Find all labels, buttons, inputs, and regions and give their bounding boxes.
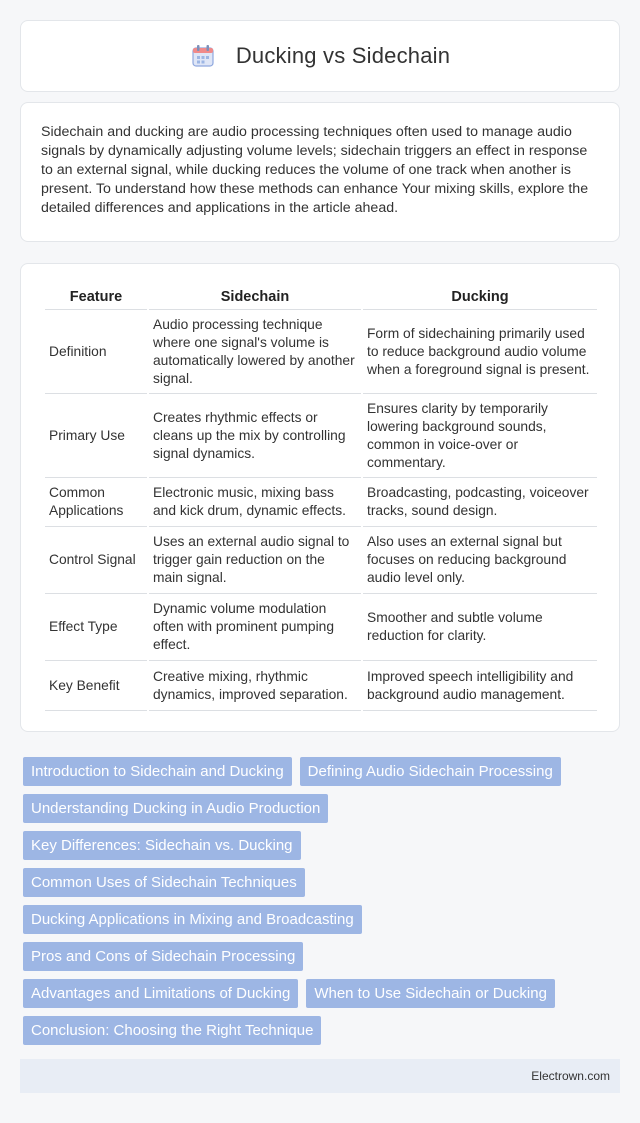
feature-cell: Effect Type — [45, 594, 147, 661]
ducking-cell: Improved speech intelligibility and background audio management. — [363, 661, 597, 711]
calendar-icon — [190, 43, 216, 69]
tag-row — [23, 1016, 623, 1053]
table-row — [45, 661, 597, 711]
sidechain-cell: Dynamic volume modulation often with prominent pumping effect. — [149, 594, 361, 661]
table-row — [45, 394, 597, 478]
sidechain-cell: Creative mixing, rhythmic dynamics, improved separation. — [149, 661, 361, 711]
sidechain-cell: Audio processing technique where one signal's volume is automatically lowered by another signal. — [149, 310, 361, 394]
table-row — [45, 594, 597, 661]
feature-cell: Primary Use — [45, 394, 147, 478]
intro-paragraph: Sidechain and ducking are audio processing techniques often used to manage audio signals by dynamically adjusting volume levels; sidechain triggers an effect in response to an external signal, while ducking reduces the volume of one track when another is present. To understand how these methods can enhance Your mixing skills, explore the detailed differences and applications in the article ahead. — [41, 124, 589, 216]
table-row — [45, 478, 597, 527]
tag-row — [23, 942, 623, 979]
tag-link[interactable]: Common Uses of Sidechain Techniques — [23, 868, 305, 897]
tag-link[interactable]: Conclusion: Choosing the Right Technique — [23, 1016, 321, 1045]
footer-site-name: Electrown.com — [531, 1069, 610, 1083]
feature-cell: Common Applications — [45, 478, 147, 527]
page-title: Ducking vs Sidechain — [235, 43, 451, 68]
tag-link[interactable]: When to Use Sidechain or Ducking — [306, 979, 555, 1008]
tag-row — [23, 757, 623, 794]
sidechain-cell: Creates rhythmic effects or cleans up the mix by controlling signal dynamics. — [149, 394, 361, 478]
ducking-cell: Form of sidechaining primarily used to reduce background audio volume when a foreground signal is present. — [363, 310, 597, 394]
feature-cell: Key Benefit — [45, 661, 147, 711]
comparison-table — [43, 284, 599, 711]
tag-link[interactable]: Key Differences: Sidechain vs. Ducking — [23, 831, 301, 860]
comparison-table-card — [20, 263, 620, 732]
tag-row — [23, 905, 623, 942]
tag-link[interactable]: Pros and Cons of Sidechain Processing — [23, 942, 303, 971]
tag-row — [23, 868, 623, 905]
ducking-cell: Ensures clarity by temporarily lowering background sounds, common in voice-over or commentary. — [363, 394, 597, 478]
tag-link[interactable]: Understanding Ducking in Audio Production — [23, 794, 328, 823]
tag-link[interactable]: Advantages and Limitations of Ducking — [23, 979, 298, 1008]
tag-link[interactable]: Defining Audio Sidechain Processing — [300, 757, 561, 786]
tag-link[interactable]: Ducking Applications in Mixing and Broadcasting — [23, 905, 362, 934]
table-row — [45, 527, 597, 594]
intro-card — [20, 102, 620, 242]
feature-cell: Control Signal — [45, 527, 147, 594]
tag-row — [23, 979, 623, 1016]
sidechain-cell: Uses an external audio signal to trigger gain reduction on the main signal. — [149, 527, 361, 594]
tag-row — [23, 794, 623, 831]
sidechain-cell: Electronic music, mixing bass and kick drum, dynamic effects. — [149, 478, 361, 527]
feature-cell: Definition — [45, 310, 147, 394]
ducking-cell: Broadcasting, podcasting, voiceover tracks, sound design. — [363, 478, 597, 527]
table-row — [45, 310, 597, 394]
ducking-cell: Smoother and subtle volume reduction for clarity. — [363, 594, 597, 661]
tag-row — [23, 831, 623, 868]
table-header-row — [45, 284, 597, 310]
header-sidechain: Sidechain — [149, 284, 361, 310]
header-feature: Feature — [45, 284, 147, 310]
footer — [20, 1059, 620, 1093]
ducking-cell: Also uses an external signal but focuses on reducing background audio level only. — [363, 527, 597, 594]
topic-tags — [23, 757, 623, 1053]
tag-link[interactable]: Introduction to Sidechain and Ducking — [23, 757, 292, 786]
header-ducking: Ducking — [363, 284, 597, 310]
header-card — [20, 20, 620, 92]
